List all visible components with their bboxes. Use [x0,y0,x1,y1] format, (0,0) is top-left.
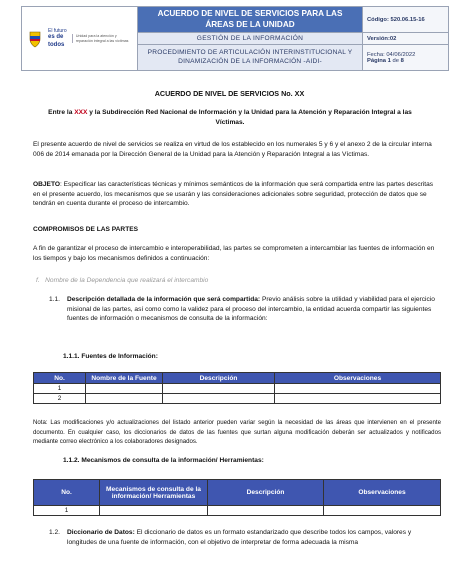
section-1-2-text: El diccionario de datos es un formato estandarizado que describe todos los campos, valores y longitudes de una fuente de información, con el objetivo de interpretar de forma adecuada la misma [67,529,412,546]
page-number: 1 [387,57,391,64]
objeto-label: OBJETO [33,181,60,188]
document-title: ACUERDO DE NIVEL DE SERVICIOS PARA LAS ÁREAS DE LA UNIDAD [138,7,363,33]
unit-name: Unidad para la atención y reparación integral a las víctimas [72,34,132,43]
table-row [34,506,441,516]
section-1-2-paragraph [67,528,441,548]
version-field [363,33,449,45]
cell-source-name [86,384,163,394]
cell-source-name [86,394,163,404]
objeto-paragraph [33,180,441,209]
objeto-text: : Especificar las características técnicas y mínimos semánticos de la información que será compartida entre las partes descritas en el presente acuerdo, los mecanismos que se usarán y las consideraciones adicionales sobre seguridad, protección de datos que se tendrán en cuenta durante el proceso de intercambio. [33,181,434,208]
page-label: Página [367,57,387,64]
col-source-name: Nombre de la Fuente [86,373,163,384]
code-value: Código: 520.06.15-16 [367,16,425,23]
page-of: de [392,57,399,64]
logo-cell [22,7,138,71]
cell-no: 1 [34,384,86,394]
item-text: Nombre de la Dependencia que realizará el intercambio [45,277,209,284]
coat-of-arms-icon [27,30,43,48]
section-1-1-number: 1.1. [49,296,60,303]
section-1-1-1-heading: 1.1.1. Fuentes de Información: [63,353,158,360]
parties-post: y la Subdirección Red Nacional de Información y la Unidad para la Atención y Reparación Integral a las Víctimas. [87,109,412,126]
code-field [363,7,449,33]
section-1-1-2-heading: 1.1.2. Mecanismos de consulta de la información/ Herramientas: [63,457,264,464]
table-row [34,394,441,404]
commitments-paragraph: A fin de garantizar el proceso de intercambio e interoperabilidad, las partes se comprometen a intercambiar las fuentes de información en los tiempos y bajo los mecanismos definidos a continuación: [33,245,435,262]
item-marker: f. [36,277,40,284]
section-1-2-label: Diccionario de Datos: [67,529,135,536]
sources-table [33,372,441,404]
section-1-1-label: Descripción detallada de la información que será compartida: [67,296,261,303]
cell-no: 2 [34,394,86,404]
section-1-1-paragraph [67,295,441,324]
table-row [34,384,441,394]
col-mechanism: Mecanismos de consulta de la información/ Herramientas [100,480,208,506]
page-total: 8 [400,57,404,64]
section-1-1-text: Previo análisis sobre la utilidad y viabilidad para el ejercicio misional de las partes, así como como la validez para el proceso del intercambio, la entidad acuerda compartir las siguientes fuentes de información o mecanismos de consulta de la información: [67,296,435,323]
col-observations: Observaciones [275,373,441,384]
cell-description [208,506,324,516]
date-page-field [363,45,449,71]
col-no: No. [34,373,86,384]
procedure-name: PROCEDIMIENTO DE ARTICULACIÓN INTERINSTITUCIONAL Y DINAMIZACIÓN DE LA INFORMACIÓN -AIDI- [138,45,363,71]
cell-description [163,394,275,404]
page-counter [367,58,444,64]
parties-pre: Entre la [48,109,75,116]
intro-paragraph: El presente acuerdo de nivel de servicios se realiza en virtud de los establecido en los numerales 5 y 6 y el anexo 2 de la circular interna 006 de 2014 emanada por la Dirección General de la Unidad para la Atención y Reparación Integral a las Víctimas. [33,141,432,158]
dependency-item [36,276,336,286]
mechanisms-table [33,479,441,516]
agreement-title: ACUERDO DE NIVEL DE SERVICIOS No. XX [154,89,305,98]
date-value: Fecha: 04/06/2022 [367,51,416,58]
cell-mechanism [100,506,208,516]
brand-line-2: es de todos [48,34,65,48]
note-paragraph: Nota: Las modificaciones y/o actualizaciones del listado anterior pueden variar según la necesidad de las áreas que intervienen en el presente documento. En cualquier caso, los diccionarios de datos de las fuentes que surtan alguna modificación deberán ser actualizados y notificados mediante correo electrónico a los colaboradores designados. [33,419,441,446]
cell-no: 1 [34,506,100,516]
version-value: Versión:02 [367,35,397,42]
cell-observations [275,384,441,394]
col-description: Descripción [208,480,324,506]
cell-description [163,384,275,394]
col-observations: Observaciones [324,480,441,506]
col-no: No. [34,480,100,506]
commitments-heading: COMPROMISOS DE LAS PARTES [33,226,139,233]
cell-observations [275,394,441,404]
party-placeholder: XXX [74,109,88,116]
document-header [21,6,449,71]
unit-logo [27,18,132,60]
parties-paragraph [40,108,420,127]
brand-line-1: El futuro [48,28,67,35]
brand-text [48,28,68,48]
process-name: GESTIÓN DE LA INFORMACIÓN [138,33,363,45]
section-1-2-number: 1.2. [49,529,60,536]
cell-observations [324,506,441,516]
col-description: Descripción [163,373,275,384]
